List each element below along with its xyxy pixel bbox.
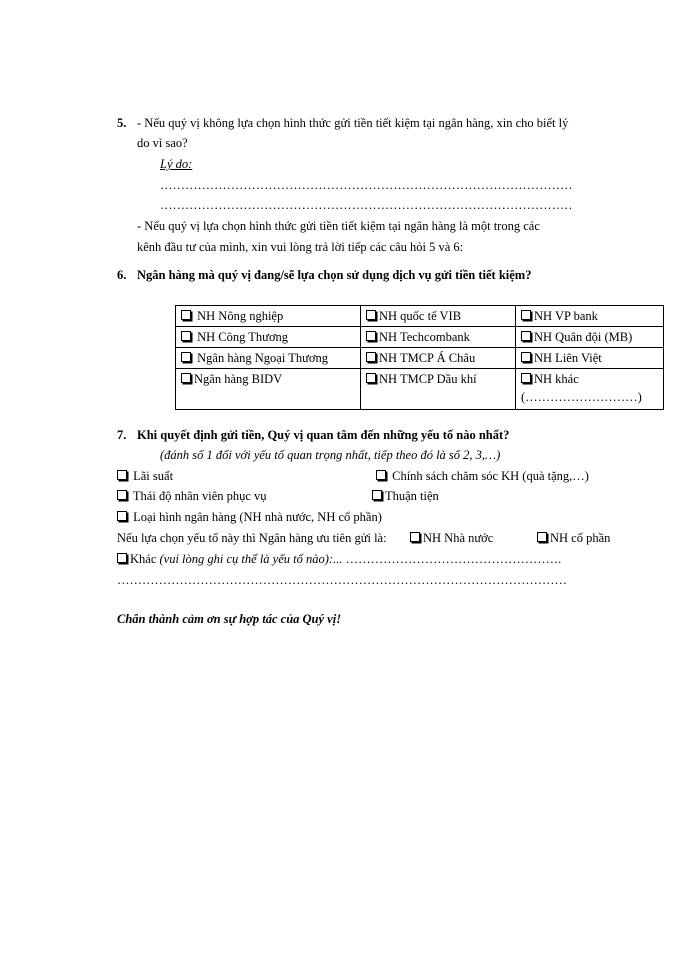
checkbox-icon[interactable] <box>376 470 386 480</box>
option-convenience[interactable] <box>372 489 439 504</box>
checkbox-icon[interactable] <box>521 352 531 362</box>
q7-question: Khi quyết định gửi tiền, Quý vị quan tâm đến những yếu tố nào nhất? <box>137 428 510 442</box>
checkbox-icon[interactable] <box>521 331 531 341</box>
option-label: NH Nhà nước <box>423 531 494 545</box>
option-label: Thuận tiện <box>385 489 439 503</box>
q5-answer-line-2[interactable]: ……………………………………………………………………………………… <box>160 198 573 212</box>
bank-option-label: NH Công Thương <box>197 330 289 344</box>
checkbox-icon[interactable] <box>181 331 191 341</box>
q5-number: 5. <box>117 116 127 130</box>
table-row <box>176 327 664 348</box>
checkbox-icon[interactable] <box>521 373 531 383</box>
bank-option-label: NH Quân đội (MB) <box>534 330 633 344</box>
option-other[interactable] <box>117 552 561 567</box>
bank-option[interactable] <box>516 327 664 348</box>
bank-option-label: NH TMCP Dầu khí <box>379 372 477 386</box>
bank-option[interactable] <box>516 369 664 410</box>
checkbox-icon[interactable] <box>181 373 191 383</box>
bank-option[interactable] <box>516 348 664 369</box>
bank-option[interactable] <box>176 369 361 410</box>
bank-option-label: NH Liên Việt <box>534 351 602 365</box>
bank-option-label: NH VP bank <box>534 309 598 323</box>
checkbox-icon[interactable] <box>181 310 191 320</box>
priority-text: Nếu lựa chọn yếu tố này thì Ngân hàng ưu tiên gửi là: <box>117 531 387 545</box>
table-row <box>176 369 664 410</box>
option-state-bank[interactable] <box>410 531 493 546</box>
option-interest-rate[interactable] <box>117 469 173 484</box>
q5-answer-line-1[interactable]: ……………………………………………………………………………………… <box>160 178 573 192</box>
option-label: Thái độ nhân viên phục vụ <box>132 489 267 503</box>
bank-option[interactable] <box>176 306 361 327</box>
bank-option[interactable] <box>516 306 664 327</box>
checkbox-icon[interactable] <box>181 352 191 362</box>
checkbox-icon[interactable] <box>117 553 127 563</box>
bank-option-label: Ngân hàng BIDV <box>194 372 283 386</box>
bank-option[interactable] <box>176 327 361 348</box>
thank-you-note: Chân thành cảm ơn sự hợp tác của Quý vị! <box>117 612 342 626</box>
q5-line1: - Nếu quý vị không lựa chọn hình thức gửi tiền tiết kiệm tại ngân hàng, xin cho biết lý <box>137 116 569 130</box>
q5-line3: - Nếu quý vị lựa chọn hình thức gửi tiền tiết kiệm tại ngân hàng là một trong các <box>137 219 540 233</box>
checkbox-icon[interactable] <box>537 532 547 542</box>
checkbox-icon[interactable] <box>372 490 382 500</box>
bank-option-label: Ngân hàng Ngoại Thương <box>197 351 328 365</box>
checkbox-icon[interactable] <box>117 470 127 480</box>
q6-question: Ngân hàng mà quý vị đang/sẽ lựa chọn sử dụng dịch vụ gửi tiền tiết kiệm? <box>137 268 532 282</box>
other-input-line[interactable]: ……………………………………………………………………………………………… <box>117 573 567 587</box>
checkbox-icon[interactable] <box>366 310 376 320</box>
q5-line4: kênh đầu tư của mình, xin vui lòng trả lời tiếp các câu hỏi 5 và 6: <box>137 240 464 254</box>
bank-options-table <box>175 305 664 410</box>
bank-option[interactable] <box>361 327 516 348</box>
option-label: Khác <box>130 552 157 566</box>
q6-number: 6. <box>117 268 127 282</box>
q5-reason-label: Lý do: <box>160 157 193 171</box>
bank-option-label: NH Nông nghiệp <box>197 309 284 323</box>
option-label: NH cổ phần <box>550 531 611 545</box>
table-row <box>176 348 664 369</box>
checkbox-icon[interactable] <box>366 352 376 362</box>
bank-option-label: NH khác <box>534 372 579 386</box>
q7-instruction: (đánh số 1 đối với yếu tố quan trọng nhất, tiếp theo đó là số 2, 3,…) <box>160 448 501 462</box>
bank-option[interactable] <box>361 306 516 327</box>
bank-option-label: NH TMCP Á Châu <box>379 351 476 365</box>
q7-number: 7. <box>117 428 127 442</box>
bank-option[interactable] <box>361 348 516 369</box>
bank-option[interactable] <box>176 348 361 369</box>
checkbox-icon[interactable] <box>521 310 531 320</box>
checkbox-icon[interactable] <box>366 373 376 383</box>
bank-option[interactable] <box>361 369 516 410</box>
checkbox-icon[interactable] <box>117 511 127 521</box>
other-bank-input[interactable]: (………………………) <box>521 390 642 404</box>
option-label: Chính sách chăm sóc KH (quà tặng,…) <box>392 469 589 483</box>
bank-option-label: NH quốc tế VIB <box>379 309 462 323</box>
other-input[interactable]: ……………………………………………. <box>345 552 562 566</box>
option-customer-care[interactable] <box>376 469 589 484</box>
option-bank-type[interactable] <box>117 510 382 525</box>
bank-option-label: NH Techcombank <box>379 330 470 344</box>
checkbox-icon[interactable] <box>366 331 376 341</box>
option-label: Loại hình ngân hàng (NH nhà nước, NH cổ phần) <box>133 510 382 524</box>
other-hint: (vui lòng ghi cụ thể là yếu tố nào):... <box>159 552 343 566</box>
checkbox-icon[interactable] <box>410 532 420 542</box>
table-row <box>176 306 664 327</box>
option-label: Lãi suất <box>133 469 174 483</box>
checkbox-icon[interactable] <box>117 490 127 500</box>
option-joint-stock-bank[interactable] <box>537 531 610 546</box>
option-staff-attitude[interactable] <box>117 489 267 504</box>
q5-line2: do vì sao? <box>137 136 188 150</box>
